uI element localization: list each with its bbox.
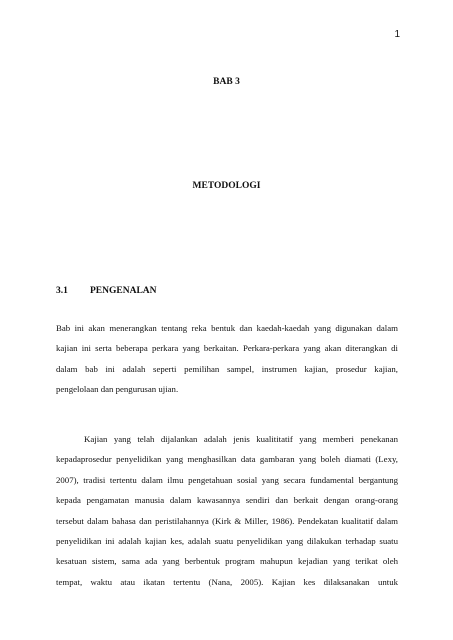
paragraph-1 [56, 318, 398, 400]
paragraph-line: Kajian yang telah dijalankan adalah jenis kualititatif yang memberi penekanan [84, 434, 398, 444]
paragraph-line: 2007), tradisi tertentu dalam ilmu pengetahuan sosial yang secara fundamental bergantung [56, 474, 398, 485]
paragraph-line: pengelolaan dan pengurusan ujian. [56, 384, 179, 395]
chapter-title: BAB 3 [213, 77, 240, 87]
paragraph-line: kajian ini serta beberapa perkara yang berkaitan. Perkara-perkara yang akan diterangkan di [56, 343, 398, 354]
paragraph-line: tersebut dalam bahasa dan peristilahannya (Kirk & Miller, 1986). Pendekatan kualitatif dalam [56, 515, 398, 526]
section-number: 3.1 [56, 286, 68, 296]
paragraph-line: kepada pengamatan manusia dalam kawasannya sendiri dan berkait dengan orang-orang [56, 495, 398, 506]
section-heading [56, 286, 157, 296]
chapter-subtitle: METODOLOGI [192, 181, 261, 191]
paragraph-2 [56, 429, 398, 592]
paragraph-line: kesatuan sistem, sama ada yang berbentuk program mahupun kejadian yang terikat oleh [56, 556, 398, 567]
paragraph-line: penyelidikan ini adalah kajian kes, adalah suatu penyelidikan yang dilakukan terhadap suatu [56, 535, 398, 546]
section-title: PENGENALAN [90, 286, 157, 296]
paragraph-line: kepadaprosedur penyelidikan yang menghasilkan data gambaran yang boleh diamati (Lexy, [56, 454, 398, 465]
page-number: 1 [394, 29, 400, 40]
paragraph-line: dalam bab ini adalah seperti pemilihan sampel, instrumen kajian, prosedur kajian, [56, 363, 398, 374]
paragraph-line: tempat, waktu atau ikatan tertentu (Nana, 2005). Kajian kes dilaksanakan untuk [56, 576, 398, 587]
paragraph-line: Bab ini akan menerangkan tentang reka bentuk dan kaedah-kaedah yang digunakan dalam [56, 323, 398, 333]
